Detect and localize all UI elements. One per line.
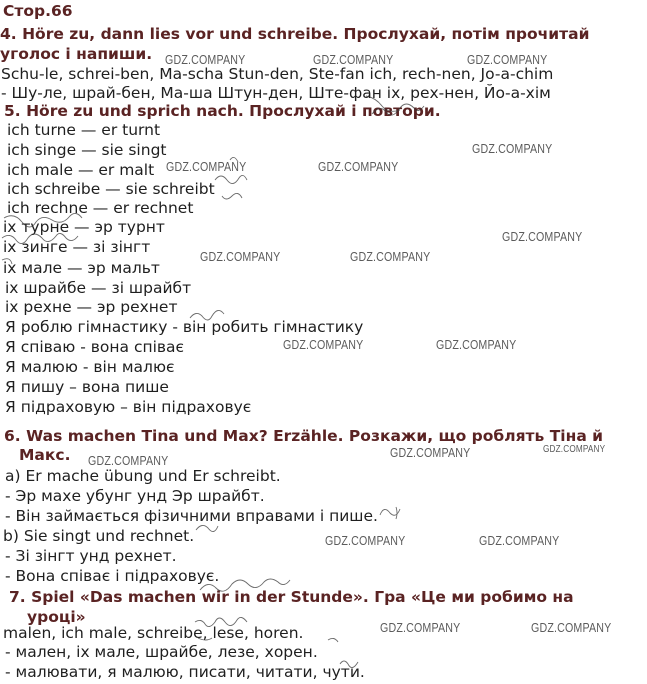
ex4-heading-line1: 4. Höre zu, dann lies vor und schreibe. Прослухай, потім прочитай: [0, 25, 590, 43]
watermark: GDZ.COMPANY: [165, 52, 246, 67]
watermark: GDZ.COMPANY: [390, 445, 471, 460]
ex4-line-de: Schu-le, schrei-ben, Ma-scha Stun-den, Ste-fan ich, rech-nen, Jo-a-chim: [1, 65, 554, 83]
watermark: GDZ.COMPANY: [325, 533, 406, 548]
watermark: GDZ.COMPANY: [467, 52, 548, 67]
ex5-heading: 5. Höre zu und sprich nach. Прослухай і повтори.: [4, 102, 441, 120]
ex5-line: ich turne — er turnt: [7, 121, 161, 139]
ex5-line: Я співаю - вона співає: [5, 338, 185, 356]
watermark: GDZ.COMPANY: [543, 444, 606, 455]
watermark: GDZ.COMPANY: [502, 229, 583, 244]
ex5-line: іх зинге — зі зінгт: [3, 238, 151, 256]
watermark: GDZ.COMPANY: [166, 159, 247, 174]
watermark: GDZ.COMPANY: [200, 249, 281, 264]
ex5-line: Я підраховую – він підраховує: [5, 398, 252, 416]
ex5-line: Я пишу – вона пише: [5, 378, 169, 396]
watermark: GDZ.COMPANY: [283, 337, 364, 352]
ex5-line: іх турне — эр турнт: [3, 218, 165, 236]
ex5-line: іх мале — эр мальт: [3, 259, 160, 277]
ex6-line: - Він займається фізичними вправами і пише.: [5, 507, 378, 525]
watermark: GDZ.COMPANY: [318, 159, 399, 174]
ex6-line: b) Sie singt und rechnet.: [3, 527, 195, 545]
watermark: GDZ.COMPANY: [380, 620, 461, 635]
ex5-line: ich singe — sie singt: [7, 141, 167, 159]
watermark: GDZ.COMPANY: [531, 620, 612, 635]
ex5-line: ich schreibe — sie schreibt: [7, 180, 215, 198]
ex5-line: Я роблю гімнастику - він робить гімнастику: [5, 318, 364, 336]
ex6-line: - Эр махе убунг унд Эр шрайбт.: [5, 487, 265, 505]
watermark: GDZ.COMPANY: [479, 533, 560, 548]
ex7-heading-line1: 7. Spiel «Das machen wir in der Stunde». Гра «Це ми робимо на: [9, 588, 574, 606]
watermark: GDZ.COMPANY: [350, 249, 431, 264]
ex7-line: - малювати, я малюю, писати, читати, чути.: [5, 663, 365, 681]
ex7-heading-line2: уроці»: [27, 608, 86, 626]
ex7-line: malen, ich male, schreibe, lese, horen.: [3, 624, 304, 642]
ex5-line: Я малюю - він малює: [5, 358, 175, 376]
ex6-line: - Вона співає і підраховує.: [5, 567, 220, 585]
ex5-line: іх шрайбе — зі шрайбт: [5, 279, 192, 297]
ex4-heading-line2: уголос і напиши.: [0, 45, 153, 63]
ex5-line: ich male — er malt: [7, 161, 155, 179]
watermark: GDZ.COMPANY: [472, 141, 553, 156]
ex5-line: іх рехне — эр рехнет: [5, 298, 178, 316]
ex6-heading-line1: 6. Was machen Tina und Max? Erzähle. Розкажи, що роблять Тіна й: [4, 427, 604, 445]
watermark: GDZ.COMPANY: [88, 453, 169, 468]
ex4-line-ua: - Шу-ле, шрай-бен, Ма-ша Штун-ден, Ште-фан іх, рех-нен, Йо-а-хім: [1, 84, 551, 102]
ex7-line: - мален, іх мале, шрайбе, лезе, хорен.: [5, 643, 318, 661]
page-title: Стор.66: [3, 2, 73, 20]
ex5-line: ich rechne — er rechnet: [7, 199, 194, 217]
watermark: GDZ.COMPANY: [436, 337, 517, 352]
ex6-heading-line2: Макс.: [19, 446, 71, 464]
ex6-line: a) Er mache übung und Er schreibt.: [5, 467, 281, 485]
ex6-line: - Зі зінгт унд рехнет.: [5, 547, 177, 565]
watermark: GDZ.COMPANY: [313, 52, 394, 67]
